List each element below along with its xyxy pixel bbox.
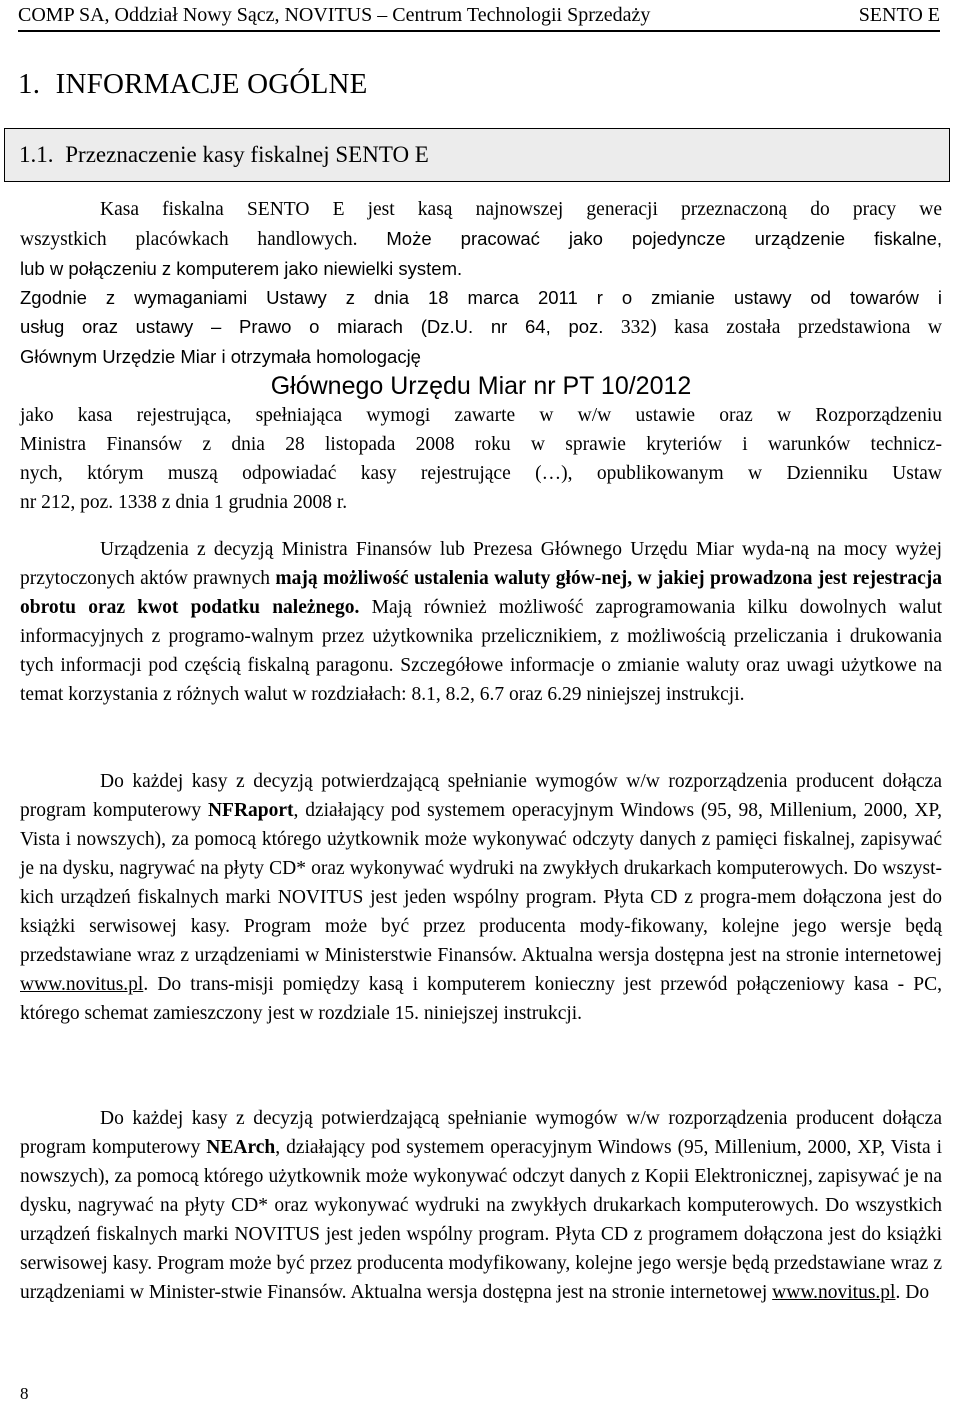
regulation-line: nych, którym muszą odpowiadać kasy rejestrujące (…), opublikowanym w Dzienniku Ustaw: [20, 463, 942, 484]
intro-text: Może pracować jako pojedyncze urządzenie fiskalne,: [386, 228, 943, 249]
header-company: COMP SA, Oddział Nowy Sącz, NOVITUS – Centrum Technologii Sprzedaży: [18, 4, 651, 26]
chapter-number: 1.: [18, 68, 41, 100]
nfraport-paragraph: [20, 767, 942, 1028]
regulation-line: nr 212, poz. 1338 z dnia 1 grudnia 2008 r.: [20, 492, 348, 513]
program-name: NFRaport: [207, 800, 294, 821]
paragraph-text: [20, 1104, 942, 1307]
website-link[interactable]: www.novitus.pl: [20, 974, 144, 995]
currency-paragraph: [20, 535, 942, 709]
program-name: NEArch: [206, 1137, 276, 1158]
intro-text: 332) kasa została przedstawiona w: [620, 317, 942, 338]
header-product: SENTO E: [858, 4, 940, 26]
text-run: Do każdej kasy z decyzją potwierdzającą spełnianie wymogów w/w rozporządzenia producent dołącza program komputerowy: [20, 771, 942, 821]
regulation-line: jako kasa rejestrująca, spełniająca wymogi zawarte w w/w ustawie oraz w Rozporządzeniu: [20, 405, 942, 426]
intro-line: [20, 224, 942, 254]
website-link[interactable]: www.novitus.pl: [772, 1282, 896, 1303]
page-number: 8: [20, 1384, 29, 1403]
paragraph-text: [20, 535, 942, 709]
intro-line: [20, 312, 942, 342]
intro-text: wszystkich placówkach handlowych.: [20, 229, 358, 250]
text-run: , działający pod systemem operacyjnym Windows (95, 98, Millenium, 2000, XP, Vista i nowszych), za pomocą którego użytkownik może wykonywać odczyty danych z pamięci fiskalnej, zapisywać je na dysku, nagrywać na płyty CD* oraz wykonywać wydruki na zwykłych drukarkach komputerowych. Do wszyst-kich urządzeń fiskalnych marki NOVITUS jest jeden wspólny program. Płyta CD z progra-mem dołączona jest do książki serwisowej kasy. Program może być przez producenta mody-fikowany, kolejne jego wersje będą przedstawiane wraz z urządzeniami w Ministerstwie Finansów. Aktualna wersja dostępna jest na stronie internetowej: [20, 800, 942, 966]
regulation-line: Ministra Finansów z dnia 28 listopada 2008 roku w sprawie kryteriów i warunków technicz-: [20, 434, 942, 455]
chapter-title: INFORMACJE OGÓLNE: [55, 68, 368, 100]
intro-line: Głównym Urzędzie Miar i otrzymała homologację: [20, 346, 421, 367]
nearch-paragraph: [20, 1104, 942, 1307]
text-run: Do każdej kasy z decyzją potwierdzającą spełnianie wymogów w/w rozporządzenia producent dołącza program komputerowy: [20, 1108, 942, 1158]
chapter-heading: [18, 68, 376, 101]
text-run: Mają również możliwość zaprogramowania kilku dowolnych walut informacyjnych z programo-walnym przez użytkownika przelicznikiem, z możliwością przeliczania i drukowania tych informacji pod częścią fiskalną paragonu. Szczegółowe informacje o zmianie waluty oraz uwagi użytkowe na temat korzystania z różnych walut w rozdziałach: 8.1, 8.2, 6.7 oraz 6.29 niniejszej instrukcji.: [20, 597, 942, 705]
intro-text: Kasa fiskalna SENTO E jest kasą najnowszej generacji przeznaczoną do pracy we: [100, 199, 942, 220]
intro-block: [20, 195, 942, 517]
text-run: , działający pod systemem operacyjnym Windows (95, Millenium, 2000, XP, Vista i nowszych), za pomocą którego użytkownik może wykonywać odczyt danych z Kopii Elektronicznej, zapisywać je na dysku, nagrywać na płyty CD* oraz wykonywać wydruki na zwykłych drukarkach komputerowych. Do wszystkich urządzeń fiskalnych marki NOVITUS jest jeden wspólny program. Płyta CD z programem dołączona jest do książki serwisowej kasy. Program może być przez producenta modyfikowany, kolejne jego wersje będą przedstawiane wraz z urządzeniami w Minister-stwie Finansów. Aktualna wersja dostępna jest na stronie internetowej: [20, 1137, 942, 1303]
intro-text: usług oraz ustawy – Prawo o miarach (Dz.U. nr 64, poz.: [20, 316, 604, 337]
homologation-number: Głównego Urzędu Miar nr PT 10/2012: [270, 372, 692, 400]
paragraph-text: [20, 767, 942, 1028]
page-header: [18, 0, 940, 32]
section-heading: [19, 142, 435, 168]
intro-line: lub w połączeniu z komputerem jako niewielki system.: [20, 258, 463, 279]
text-run: Urządzenia z decyzją Ministra Finansów lub Prezesa Głównego Urzędu Miar wyda-ną na mocy wyżej przytoczonych aktów prawnych: [20, 539, 942, 589]
section-title: Przeznaczenie kasy fiskalnej SENTO E: [65, 142, 429, 167]
section-number: 1.1.: [19, 142, 54, 167]
intro-line: Zgodnie z wymaganiami Ustawy z dnia 18 marca 2011 r o zmianie ustawy od towarów i: [20, 287, 942, 308]
intro-line: [20, 195, 942, 224]
bold-text: mają możliwość ustalenia waluty głów-nej, w jakiej prowadzona jest rejestracja obrotu oraz kwot podatku należnego.: [20, 568, 942, 618]
text-run: . Do: [895, 1282, 930, 1303]
section-heading-box: [4, 128, 950, 182]
text-run: . Do trans-misji pomiędzy kasą i komputerem konieczny jest przewód połączeniowy kasa - PC, którego schemat zamieszczony jest w rozdziale 15. niniejszej instrukcji.: [20, 974, 942, 1024]
